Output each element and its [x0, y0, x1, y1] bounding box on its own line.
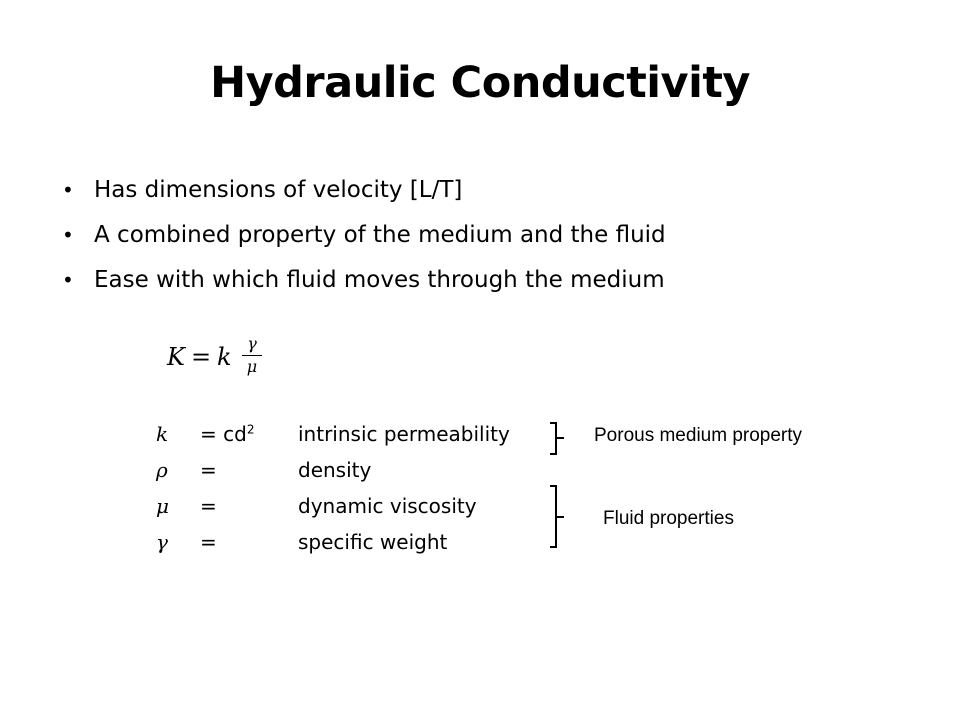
formula-denominator: μ [246, 357, 258, 376]
definition-equals-text: = [200, 530, 217, 554]
definition-equals [200, 494, 217, 518]
bullet-text: Ease with which fluid moves through the medium [94, 267, 665, 293]
definition-equals [200, 458, 217, 482]
definition-description: intrinsic permeability [298, 422, 510, 446]
definition-symbol: k [156, 422, 169, 446]
definition-description: dynamic viscosity [298, 494, 477, 518]
definition-symbol: ρ [156, 458, 168, 482]
formula-numerator: γ [247, 334, 257, 353]
definition-symbol: μ [156, 494, 169, 518]
bullet-icon: • [62, 178, 74, 202]
definition-symbol: γ [156, 530, 168, 554]
bullet-item [62, 213, 666, 258]
fluid-properties-label: Fluid properties [603, 508, 734, 529]
bullet-item [62, 168, 666, 213]
bullet-icon: • [62, 268, 74, 292]
definition-equals-text: = [200, 458, 217, 482]
slide-title: Hydraulic Conductivity [210, 58, 750, 108]
definition-equals [200, 422, 254, 446]
definition-superscript: 2 [246, 422, 255, 437]
medium-property-label: Porous medium property [594, 425, 803, 446]
bullet-list [62, 168, 666, 303]
fraction-bar [242, 355, 262, 356]
definition-equals-text: = cd [200, 422, 247, 446]
fluid-brace-icon [546, 484, 570, 550]
bullet-text: A combined property of the medium and the fluid [94, 222, 666, 248]
definition-equals-text: = [200, 494, 217, 518]
definition-description: specific weight [298, 530, 448, 554]
formula-lhs [167, 343, 232, 371]
definition-description: density [298, 458, 372, 482]
formula-variable-K: K [167, 343, 185, 371]
formula-factor-k: k [217, 343, 232, 371]
formula-equals: = [190, 343, 212, 371]
definition-equals [200, 530, 217, 554]
bullet-icon: • [62, 223, 74, 247]
bullet-item [62, 258, 666, 303]
bullet-text: Has dimensions of velocity [L/T] [94, 177, 463, 203]
medium-brace-icon [546, 420, 570, 460]
formula-fraction [242, 335, 262, 376]
